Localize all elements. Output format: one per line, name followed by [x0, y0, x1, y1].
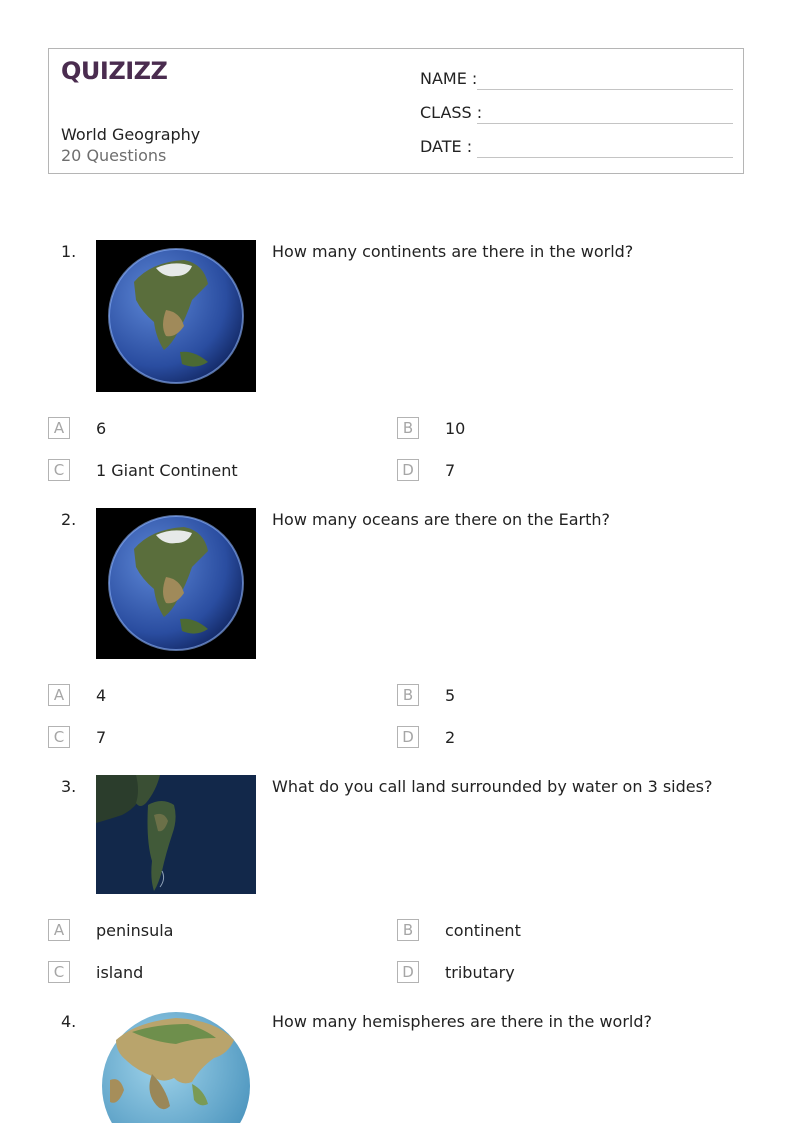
option-d-text: 2 — [445, 728, 456, 747]
name-field[interactable] — [477, 89, 733, 90]
option-a-text: 4 — [96, 686, 107, 705]
worksheet-header — [48, 48, 744, 174]
option-a-box[interactable]: A — [48, 684, 70, 706]
option-b-box[interactable]: B — [397, 684, 419, 706]
option-d-text: 7 — [445, 461, 456, 480]
satellite-peninsula-image — [96, 775, 256, 894]
option-d-box[interactable]: D — [397, 726, 419, 748]
date-field[interactable] — [477, 157, 733, 158]
question-number: 1. — [61, 242, 77, 261]
question-text: How many continents are there in the world? — [272, 242, 634, 261]
option-c-box[interactable]: C — [48, 961, 70, 983]
option-b-text: 10 — [445, 419, 466, 438]
option-d-box[interactable]: D — [397, 961, 419, 983]
option-d-box[interactable]: D — [397, 459, 419, 481]
option-c-text: island — [96, 963, 144, 982]
option-c-box[interactable]: C — [48, 726, 70, 748]
quizizz-logo: QUIZIZZ — [61, 57, 168, 85]
earth-north-america-image — [96, 508, 256, 659]
name-label: NAME : — [420, 69, 478, 88]
earth-north-america-image — [96, 240, 256, 392]
class-field[interactable] — [477, 123, 733, 124]
option-b-box[interactable]: B — [397, 417, 419, 439]
option-b-text: 5 — [445, 686, 456, 705]
option-a-text: peninsula — [96, 921, 174, 940]
question-count: 20 Questions — [61, 146, 167, 165]
question-number: 4. — [61, 1012, 77, 1031]
class-label: CLASS : — [420, 103, 483, 122]
question-number: 3. — [61, 777, 77, 796]
option-a-box[interactable]: A — [48, 919, 70, 941]
question-text: What do you call land surrounded by water on 3 sides? — [272, 777, 713, 796]
option-d-text: tributary — [445, 963, 515, 982]
option-c-text: 1 Giant Continent — [96, 461, 238, 480]
option-c-box[interactable]: C — [48, 459, 70, 481]
option-b-box[interactable]: B — [397, 919, 419, 941]
quiz-title: World Geography — [61, 125, 201, 144]
option-c-text: 7 — [96, 728, 107, 747]
earth-asia-globe-image — [96, 1010, 256, 1123]
question-text: How many oceans are there on the Earth? — [272, 510, 611, 529]
question-text: How many hemispheres are there in the world? — [272, 1012, 652, 1031]
date-label: DATE : — [420, 137, 473, 156]
option-a-box[interactable]: A — [48, 417, 70, 439]
question-number: 2. — [61, 510, 77, 529]
option-b-text: continent — [445, 921, 521, 940]
option-a-text: 6 — [96, 419, 107, 438]
